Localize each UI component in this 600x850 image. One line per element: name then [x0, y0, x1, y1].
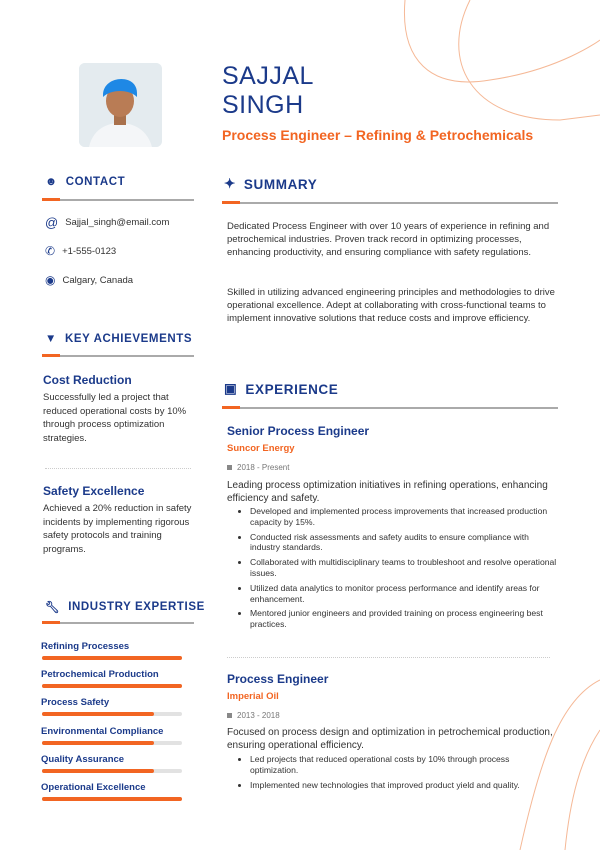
bullet: Led projects that reduced operational costs by 10% through process optimization. [250, 754, 560, 776]
skill-label: Operational Excellence [41, 782, 146, 793]
skill-label: Process Safety [41, 697, 110, 709]
bullet: Implemented new technologies that improved product yield and quality. [250, 780, 560, 791]
contact-heading: ☻ CONTACT [45, 176, 126, 188]
trophy-icon: ▼ [45, 333, 57, 345]
at-icon: @ [45, 215, 59, 230]
bullet: Mentored junior engineers and provided training on process engineering best practices. [250, 608, 560, 630]
calendar-icon [227, 713, 232, 718]
company: Imperial Oil [227, 691, 279, 702]
wrench-icon: 🔧︎ [45, 602, 61, 614]
skill-item [41, 782, 183, 801]
skill-label: Petrochemical Production [41, 669, 159, 681]
divider [45, 468, 191, 469]
divider [222, 407, 558, 409]
skill-bar-fill [42, 797, 182, 801]
bullet: Utilized data analytics to monitor process performance and identify areas for enhancement. [250, 583, 560, 605]
contact-phone[interactable]: ✆ +1-555-0123 [45, 244, 117, 258]
skill-bar-fill [42, 656, 182, 660]
skill-bar [42, 769, 182, 773]
skill-bar [42, 741, 182, 745]
achievement-title: Safety Excellence [43, 484, 145, 498]
phone-icon: ✆ [45, 244, 56, 258]
skill-label: Environmental Compliance [41, 725, 164, 737]
skill-bar [42, 684, 182, 688]
job-summary: Focused on process design and optimization in petrochemical production, ensuring operational efficiency. [227, 727, 553, 751]
skill-bar-fill [42, 684, 182, 688]
job-bullets [250, 506, 560, 634]
summary-paragraph: Skilled in utilizing advanced engineering principles and methodologies to drive operational excellence. Adept at collaborating with cross-functional teams to implement innovative solutions that reduce costs and improve efficiency. [227, 287, 555, 324]
skill-label: Quality Assurance [41, 753, 125, 765]
profile-photo [79, 63, 162, 147]
achievements-heading: ▼ KEY ACHIEVEMENTS [45, 333, 193, 345]
divider [222, 202, 558, 204]
achievement-title: Cost Reduction [43, 373, 132, 387]
divider [42, 199, 194, 201]
job-title: Process Engineer – Refining & Petrochemicals [222, 127, 534, 143]
job-dates: 2018 - Present [227, 463, 289, 472]
skill-item [41, 754, 183, 773]
achievement-desc: Achieved a 20% reduction in safety incidents by implementing rigorous safety protocols and training programs. [43, 503, 192, 555]
skill-bar [42, 797, 182, 801]
sparkle-icon: ✦ [224, 176, 236, 191]
skill-bar-fill [42, 712, 154, 716]
expertise-heading: 🔧︎ INDUSTRY EXPERTISE [45, 601, 205, 614]
company: Suncor Energy [227, 443, 295, 454]
job-bullets [250, 754, 560, 794]
skill-bar [42, 656, 182, 660]
skill-bar-fill [42, 769, 154, 773]
experience-heading: ▣ EXPERIENCE [224, 381, 339, 397]
job-dates: 2013 - 2018 [227, 711, 280, 720]
achievement-desc: Successfully led a project that reduced operational costs by 10% through process optimization strategies. [43, 392, 187, 444]
skill-bar-fill [42, 741, 154, 745]
summary-heading: ✦ SUMMARY [224, 176, 318, 192]
map-pin-icon: ◉ [45, 273, 56, 287]
divider [227, 657, 550, 658]
job-summary: Leading process optimization initiatives in refining operations, enhancing efficiency and safety. [227, 480, 548, 504]
skill-label: Refining Processes [41, 641, 130, 652]
calendar-icon [227, 465, 232, 470]
bullet: Collaborated with multidisciplinary teams to troubleshoot and resolve operational issues. [250, 557, 560, 579]
contact-location: ◉ Calgary, Canada [45, 273, 134, 287]
job-title: Process Engineer [227, 672, 329, 686]
bullet: Conducted risk assessments and safety audits to ensure compliance with industry standards. [250, 532, 560, 554]
bullet: Developed and implemented process improvements that increased production capacity by 15%. [250, 506, 560, 528]
divider [42, 622, 194, 624]
skill-item [41, 726, 183, 745]
summary-paragraph: Dedicated Process Engineer with over 10 years of experience in refining and petrochemical industries. Proven track record in optimizing processes, enhancing productivity, and ensuring compliance with safety regulations. [227, 221, 550, 258]
briefcase-icon: ▣ [224, 381, 238, 396]
skill-item [41, 669, 183, 688]
job-title: Senior Process Engineer [227, 424, 370, 438]
user-icon: ☻ [45, 176, 58, 188]
skill-item [41, 641, 183, 660]
skill-bar [42, 712, 182, 716]
candidate-name: SAJJAL SINGH [222, 62, 314, 119]
contact-email[interactable]: @ Sajjal_singh@email.com [45, 215, 170, 230]
divider [42, 355, 194, 357]
skill-item [41, 697, 183, 716]
